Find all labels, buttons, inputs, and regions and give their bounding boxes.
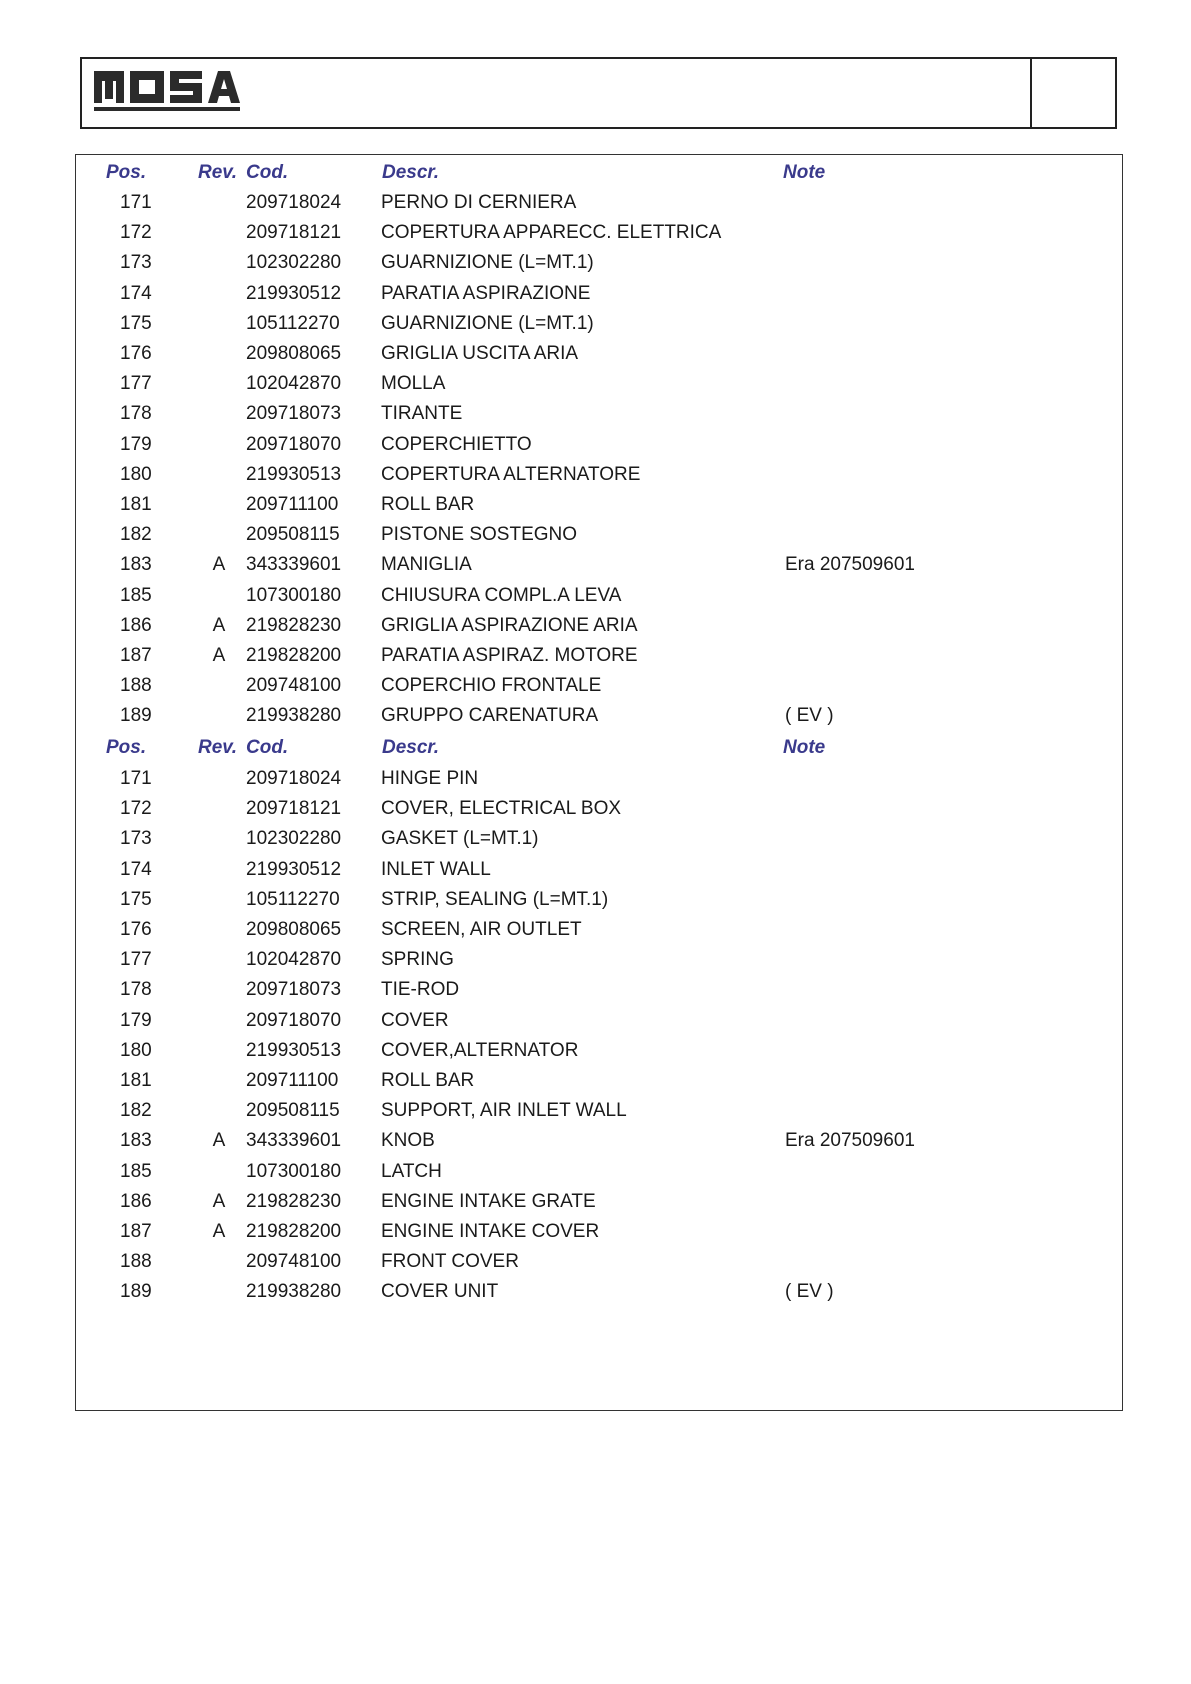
cell-cod: 343339601 (246, 1130, 342, 1152)
cell-pos: 176 (120, 919, 152, 940)
cell-cod: 209718121 (246, 798, 342, 820)
cell-pos: 188 (120, 675, 152, 697)
page-header (80, 57, 1117, 129)
cell-pos: 173 (120, 828, 152, 850)
table-row (76, 1277, 1122, 1307)
table-row (76, 1217, 1122, 1247)
cell-cod: 219828200 (246, 1221, 342, 1242)
cell-descr: ENGINE INTAKE GRATE (381, 1190, 596, 1212)
cell-descr: COPERCHIO FRONTALE (381, 675, 602, 697)
table-row (76, 945, 1122, 975)
cell-cod: 219930513 (246, 463, 342, 485)
cell-descr: PARATIA ASPIRAZIONE (381, 282, 591, 304)
page-number-cell (1030, 59, 1115, 127)
table-row (76, 1096, 1122, 1126)
cell-cod: 343339601 (246, 554, 342, 576)
cell-descr: COPERCHIETTO (381, 433, 532, 455)
cell-cod: 102042870 (246, 373, 342, 395)
table-row (76, 248, 1122, 278)
cell-pos: 179 (120, 433, 152, 455)
cell-cod: 209748100 (246, 1251, 342, 1273)
table-header-english (76, 733, 1122, 763)
cell-pos: 174 (120, 282, 152, 304)
cell-cod: 209718073 (246, 403, 342, 425)
cell-pos: 183 (120, 1130, 152, 1152)
cell-cod: 105112270 (246, 888, 340, 910)
cell-cod: 209718024 (246, 768, 342, 789)
table-header-italian (76, 158, 1122, 188)
cell-descr: PARATIA ASPIRAZ. MOTORE (381, 645, 638, 666)
cell-descr: TIE-ROD (381, 979, 460, 1001)
cell-pos: 175 (120, 312, 152, 334)
header-rev: Rev. (198, 737, 238, 758)
table-row (76, 1247, 1122, 1277)
table-row (76, 1066, 1122, 1096)
cell-pos: 181 (120, 1070, 152, 1091)
cell-cod: 219828200 (246, 645, 342, 666)
cell-descr: HINGE PIN (381, 768, 479, 789)
table-row (76, 309, 1122, 339)
cell-descr: FRONT COVER (381, 1251, 519, 1273)
table-row (76, 975, 1122, 1005)
header-pos: Pos. (106, 162, 147, 183)
cell-pos: 172 (120, 798, 152, 820)
cell-descr: SPRING (381, 949, 454, 971)
cell-pos: 183 (120, 554, 152, 576)
cell-cod: 219828230 (246, 1190, 342, 1212)
table-row (76, 520, 1122, 550)
cell-cod: 209748100 (246, 675, 342, 697)
table-row (76, 915, 1122, 945)
cell-descr: PERNO DI CERNIERA (381, 192, 577, 213)
table-row (76, 764, 1122, 794)
header-note: Note (783, 737, 826, 758)
table-row (76, 824, 1122, 854)
parts-table (75, 154, 1123, 1411)
cell-pos: 178 (120, 403, 152, 425)
header-descr: Descr. (382, 162, 440, 183)
cell-cod: 209808065 (246, 919, 342, 940)
cell-pos: 181 (120, 494, 152, 515)
cell-pos: 172 (120, 222, 152, 244)
table-row (76, 490, 1122, 520)
cell-pos: 180 (120, 463, 152, 485)
cell-descr: STRIP, SEALING (L=MT.1) (381, 888, 609, 910)
cell-cod: 209508115 (246, 1100, 340, 1122)
cell-descr: MANIGLIA (381, 554, 472, 576)
cell-cod: 107300180 (246, 1160, 342, 1182)
cell-descr: COVER UNIT (381, 1281, 499, 1303)
cell-cod: 209718073 (246, 979, 342, 1001)
cell-pos: 180 (120, 1039, 152, 1061)
table-row (76, 550, 1122, 580)
cell-pos: 187 (120, 645, 152, 666)
cell-cod: 102302280 (246, 252, 342, 274)
cell-cod: 219930512 (246, 858, 342, 880)
cell-cod: 219930513 (246, 1039, 342, 1061)
cell-pos: 185 (120, 1160, 152, 1182)
table-row (76, 581, 1122, 611)
cell-descr: COVER (381, 1009, 449, 1031)
table-row (76, 369, 1122, 399)
header-cod: Cod. (246, 162, 289, 183)
cell-note: ( EV ) (785, 1281, 834, 1303)
cell-descr: GUARNIZIONE (L=MT.1) (381, 252, 594, 274)
table-row (76, 1036, 1122, 1066)
cell-pos: 188 (120, 1251, 152, 1273)
table-row (76, 1187, 1122, 1217)
cell-pos: 171 (120, 768, 152, 789)
table-row (76, 1157, 1122, 1187)
cell-descr: COVER,ALTERNATOR (381, 1039, 579, 1061)
cell-descr: ENGINE INTAKE COVER (381, 1221, 600, 1242)
cell-pos: 175 (120, 888, 152, 910)
cell-descr: LATCH (381, 1160, 442, 1182)
cell-cod: 102302280 (246, 828, 342, 850)
cell-pos: 173 (120, 252, 152, 274)
header-descr: Descr. (382, 737, 440, 758)
table-row (76, 701, 1122, 731)
table-row (76, 641, 1122, 671)
table-row (76, 671, 1122, 701)
table-row (76, 430, 1122, 460)
header-rev: Rev. (198, 162, 238, 183)
cell-descr: COPERTURA ALTERNATORE (381, 463, 641, 485)
cell-cod: 209718070 (246, 1009, 342, 1031)
cell-note: ( EV ) (785, 705, 834, 727)
table-row (76, 460, 1122, 490)
cell-cod: 209508115 (246, 524, 340, 546)
cell-descr: SUPPORT, AIR INLET WALL (381, 1100, 627, 1122)
cell-pos: 182 (120, 1100, 152, 1122)
cell-descr: INLET WALL (381, 858, 491, 880)
cell-descr: GUARNIZIONE (L=MT.1) (381, 312, 594, 334)
cell-note: Era 207509601 (785, 1130, 915, 1152)
cell-rev: A (212, 554, 226, 576)
header-note: Note (783, 162, 826, 183)
cell-cod: 219938280 (246, 1281, 342, 1303)
cell-descr: GASKET (L=MT.1) (381, 828, 539, 850)
cell-cod: 209808065 (246, 343, 342, 364)
cell-pos: 189 (120, 1281, 152, 1303)
table-row (76, 218, 1122, 248)
cell-pos: 182 (120, 524, 152, 546)
table-row (76, 279, 1122, 309)
cell-cod: 219930512 (246, 282, 342, 304)
table-row (76, 188, 1122, 218)
cell-descr: COPERTURA APPARECC. ELETTRICA (381, 222, 722, 244)
cell-cod: 219828230 (246, 614, 342, 636)
cell-rev: A (212, 1130, 226, 1152)
cell-rev: A (212, 614, 226, 636)
cell-descr: COVER, ELECTRICAL BOX (381, 798, 622, 820)
header-pos: Pos. (106, 737, 147, 758)
cell-rev: A (212, 1190, 226, 1212)
cell-descr: ROLL BAR (381, 1070, 475, 1091)
table-row (76, 1126, 1122, 1156)
table-row (76, 399, 1122, 429)
cell-cod: 105112270 (246, 312, 340, 334)
cell-pos: 185 (120, 584, 152, 606)
table-row (76, 1006, 1122, 1036)
cell-descr: SCREEN, AIR OUTLET (381, 919, 582, 940)
mosa-logo (92, 65, 244, 115)
cell-note: Era 207509601 (785, 554, 915, 576)
cell-pos: 177 (120, 373, 152, 395)
cell-cod: 219938280 (246, 705, 342, 727)
cell-pos: 174 (120, 858, 152, 880)
cell-pos: 178 (120, 979, 152, 1001)
cell-cod: 209711100 (246, 494, 339, 515)
table-row (76, 885, 1122, 915)
cell-pos: 177 (120, 949, 152, 971)
cell-rev: A (212, 1221, 226, 1242)
cell-cod: 102042870 (246, 949, 342, 971)
cell-descr: ROLL BAR (381, 494, 475, 515)
cell-descr: PISTONE SOSTEGNO (381, 524, 578, 546)
cell-descr: KNOB (381, 1130, 435, 1152)
header-cod: Cod. (246, 737, 289, 758)
cell-pos: 189 (120, 705, 152, 727)
cell-rev: A (212, 645, 226, 666)
cell-descr: GRIGLIA ASPIRAZIONE ARIA (381, 614, 638, 636)
cell-descr: TIRANTE (381, 403, 463, 425)
cell-pos: 186 (120, 1190, 152, 1212)
cell-pos: 179 (120, 1009, 152, 1031)
cell-cod: 209711100 (246, 1070, 339, 1091)
table-row (76, 611, 1122, 641)
table-row (76, 855, 1122, 885)
cell-descr: CHIUSURA COMPL.A LEVA (381, 584, 622, 606)
cell-descr: MOLLA (381, 373, 446, 395)
cell-cod: 209718070 (246, 433, 342, 455)
cell-pos: 187 (120, 1221, 152, 1242)
table-row (76, 339, 1122, 369)
cell-pos: 171 (120, 192, 152, 213)
cell-cod: 209718121 (246, 222, 342, 244)
table-row (76, 794, 1122, 824)
cell-cod: 209718024 (246, 192, 342, 213)
cell-descr: GRIGLIA USCITA ARIA (381, 343, 579, 364)
cell-descr: GRUPPO CARENATURA (381, 705, 599, 727)
cell-pos: 186 (120, 614, 152, 636)
cell-cod: 107300180 (246, 584, 342, 606)
cell-pos: 176 (120, 343, 152, 364)
